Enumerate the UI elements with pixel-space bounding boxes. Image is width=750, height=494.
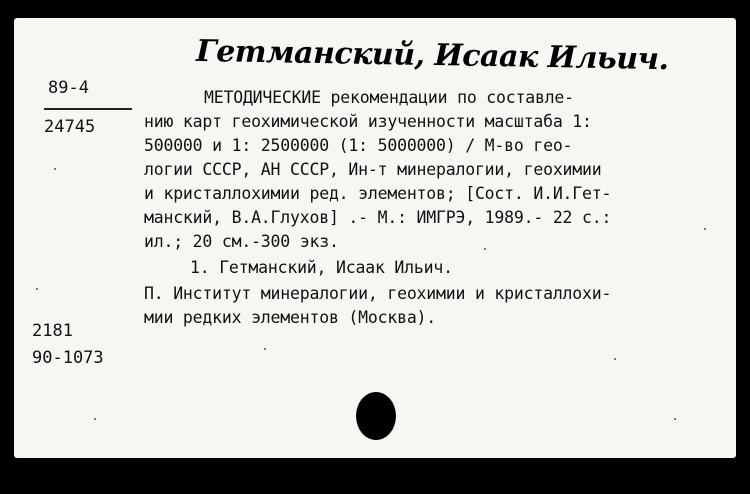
entry-line-3: 500000 и 1: 2500000 (1: 5000000) / М-во гео- [144,136,573,155]
entry-line-7: ил.; 20 см.-300 экз. [144,232,339,251]
shelf-divider [44,108,132,110]
scan-border [0,470,750,494]
entry-line-1: МЕТОДИЧЕСКИЕ рекомендации по составле- [204,88,574,107]
ref-code-a: 2181 [32,321,73,341]
dust-speck [674,418,676,420]
entry-line-5: и кристаллохимии ред. элементов; [Сост. И.И.Гет- [144,184,612,203]
shelf-mark-bottom: 24745 [44,117,96,137]
shelf-mark-top: 89-4 [48,78,89,98]
punch-hole [356,392,396,440]
ref-code-b: 90-1073 [32,348,104,368]
entry-line-8: 1. Гетманский, Исаак Ильич. [190,258,453,277]
entry-line-9: П. Институт минералогии, геохимии и кристаллохи- [144,284,612,303]
dust-speck [704,228,706,230]
dust-speck [264,348,266,350]
handwritten-heading: Гетманский, Исаак Ильич. [195,33,669,78]
entry-line-6: манский, В.А.Глухов] .- М.: ИМГРЭ, 1989.- 22 с.: [144,208,612,227]
dust-speck [36,288,38,290]
dust-speck [94,418,96,420]
dust-speck [614,358,616,360]
dust-speck [484,248,486,250]
entry-line-2: нию карт геохимической изученности масштаба 1: [144,112,592,131]
catalog-card [14,18,736,458]
entry-line-10: мии редких элементов (Москва). [144,308,437,327]
entry-line-4: логии СССР, АН СССР, Ин-т минералогии, геохимии [144,160,602,179]
dust-speck [54,168,56,170]
